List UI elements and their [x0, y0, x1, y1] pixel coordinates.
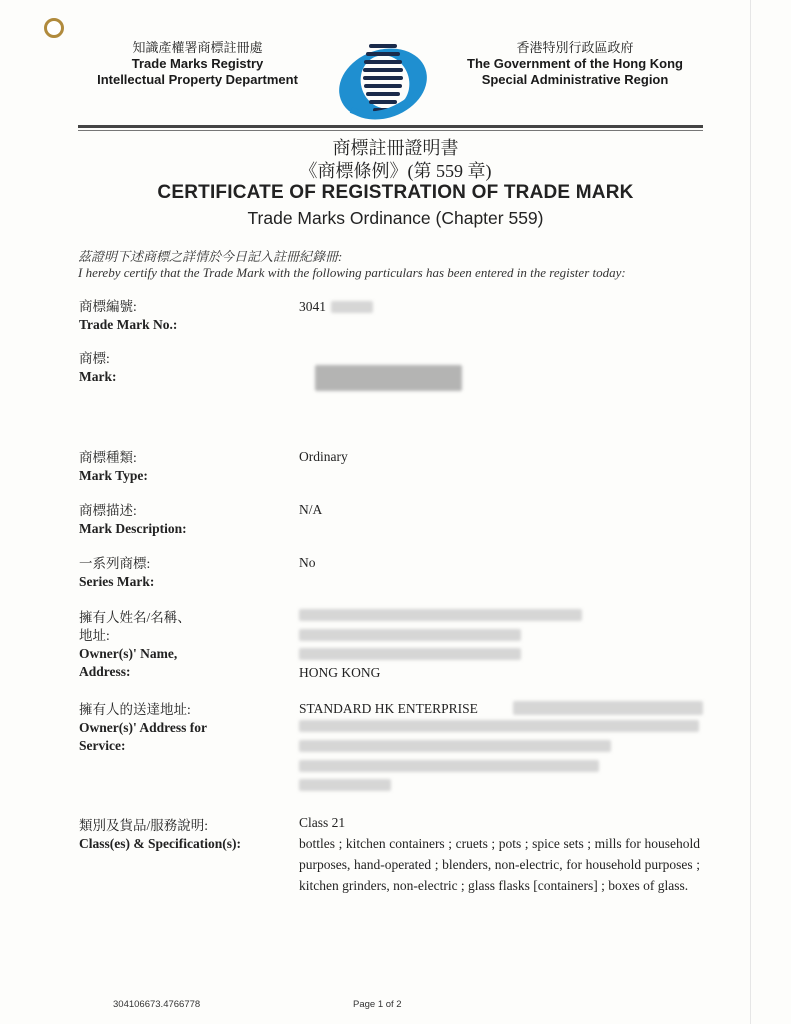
government-name-zh: 香港特別行政區政府: [516, 40, 634, 55]
ordinance-title-zh: 《商標條例》(第 559 章): [299, 161, 492, 181]
government-name-en-2: Special Administrative Region: [481, 72, 669, 87]
registry-name-en: Trade Marks Registry: [131, 56, 264, 71]
certification-statement-zh: 茲證明下述商標之詳情於今日記入註冊紀錄冊:: [78, 249, 343, 264]
registry-header: [80, 40, 315, 88]
header-divider: [78, 125, 703, 128]
redacted-service-line-4: [299, 760, 599, 772]
punch-hole-icon: [44, 18, 64, 38]
redacted-owner-line-3: [299, 648, 521, 660]
service-address-company: STANDARD HK ENTERPRISE: [299, 701, 478, 716]
page-number: Page 1 of 2: [353, 999, 402, 1010]
document-reference: 304106673.4766778: [113, 999, 201, 1010]
redacted-service-line-3: [299, 740, 611, 752]
ipd-logo-icon: [333, 40, 433, 122]
mark-type-value: Ordinary: [299, 449, 348, 464]
redacted-number: [331, 301, 373, 313]
certification-statement-en: I hereby certify that the Trade Mark with the following particulars has been entered in the register today:: [78, 265, 626, 280]
redacted-service-line-1: [513, 701, 703, 715]
redacted-service-line-2: [299, 720, 699, 732]
class-number: Class 21: [299, 815, 346, 830]
trade-mark-no-value: 3041: [299, 299, 326, 314]
series-mark-label: 一系列商標: Series Mark:: [79, 556, 155, 589]
redacted-owner-line-2: [299, 629, 521, 641]
mark-description-label: 商標描述: Mark Description:: [79, 503, 187, 536]
certificate-title-zh: 商標註冊證明書: [332, 138, 459, 158]
ordinance-title-en: Trade Marks Ordinance (Chapter 559): [247, 208, 544, 228]
redacted-mark-image: [315, 365, 462, 391]
service-address-label: 擁有人的送達地址: Owner(s)' Address for Service:: [79, 702, 207, 753]
certificate-title-en: CERTIFICATE OF REGISTRATION OF TRADE MARK: [157, 182, 634, 203]
series-mark-value: No: [299, 555, 316, 570]
registry-name-zh: 知識產權署商標註冊處: [132, 40, 263, 55]
owner-address-country: HONG KONG: [299, 665, 381, 680]
mark-label: 商標: Mark:: [79, 351, 117, 384]
trade-mark-no-label: 商標編號: Trade Mark No.:: [79, 299, 178, 332]
government-header: [455, 40, 695, 88]
header-divider-thin: [78, 130, 703, 131]
government-name-en-1: The Government of the Hong Kong: [467, 56, 683, 71]
mark-description-value: N/A: [299, 502, 323, 517]
classes-label: 類別及貨品/服務說明: Class(es) & Specification(s):: [79, 818, 241, 851]
department-name-en: Intellectual Property Department: [97, 72, 298, 87]
mark-type-label: 商標種類: Mark Type:: [79, 450, 148, 483]
redacted-service-line-5: [299, 779, 391, 791]
goods-specification: bottles ; kitchen containers ; cruets ; pots ; spice sets ; mills for household purposes, hand-operated ; blenders, non-electric, for household purposes ; kitchen grinders, non-electric ; glass flasks [containers] ; boxes of glass.: [299, 836, 700, 893]
redacted-owner-line-1: [299, 609, 582, 621]
owner-label: 擁有人姓名/名稱、 地址: Owner(s)' Name, Address:: [79, 610, 191, 679]
